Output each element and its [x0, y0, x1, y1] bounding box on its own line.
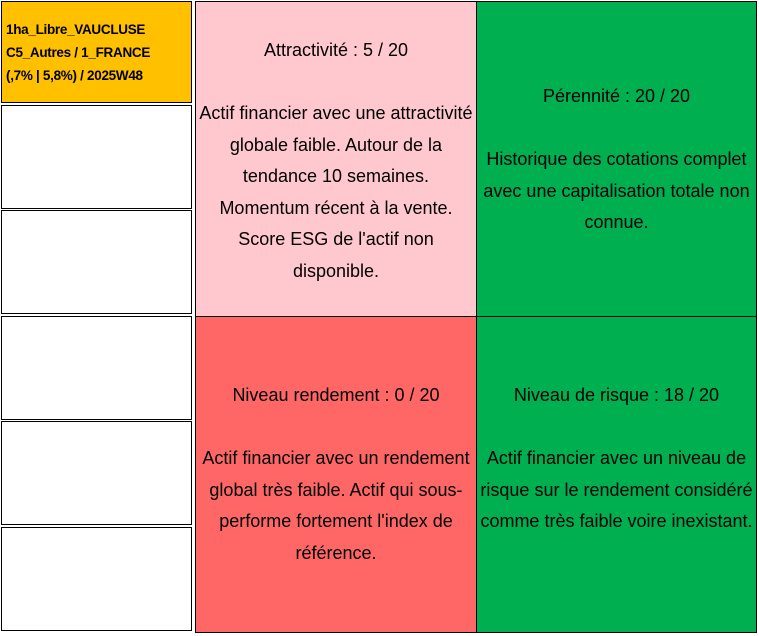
- risque-description: Actif financier avec un niveau de risque sur le rendement considéré comme très faible voire inexistant.: [480, 448, 753, 531]
- rendement-description: Actif financier avec un rendement global très faible. Actif qui sous-performe fortement l'index de référence.: [202, 448, 470, 563]
- attractivite-title: Attractivité : 5 / 20: [263, 40, 409, 60]
- empty-cell: [1, 421, 192, 525]
- asset-period: (,7% | 5,8%) / 2025W48: [6, 68, 143, 83]
- perennite-title: Pérennité : 20 / 20: [542, 86, 691, 106]
- asset-category: C5_Autres / 1_FRANCE: [6, 45, 151, 60]
- rendement-panel: [195, 316, 477, 633]
- asset-header-cell: [1, 1, 192, 103]
- empty-cell: [1, 210, 192, 314]
- risque-panel: [476, 316, 757, 633]
- empty-cell: [1, 105, 192, 209]
- empty-cell: [1, 316, 192, 420]
- attractivite-description: Actif financier avec une attractivité globale faible. Autour de la tendance 10 semaines. Momentum récent à la vente. Score ESG de l'actif non disponible.: [199, 103, 473, 281]
- left-column: [0, 0, 195, 634]
- attractivite-panel: [195, 1, 477, 317]
- perennite-panel: [476, 1, 757, 317]
- empty-cell: [1, 527, 192, 631]
- asset-name: 1ha_Libre_VAUCLUSE: [6, 22, 146, 37]
- risque-title: Niveau de risque : 18 / 20: [513, 385, 720, 405]
- rendement-title: Niveau rendement : 0 / 20: [232, 385, 440, 405]
- perennite-description: Historique des cotations complet avec une capitalisation totale non connue.: [483, 149, 750, 232]
